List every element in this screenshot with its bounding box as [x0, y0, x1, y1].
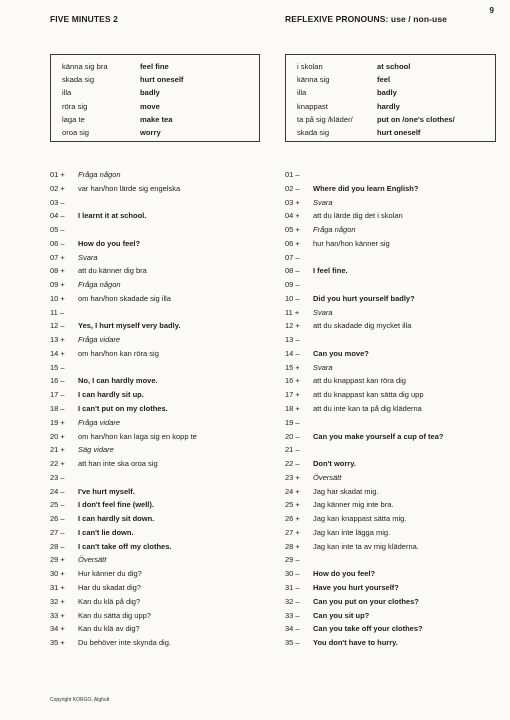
- line-number: 32 +: [50, 596, 65, 606]
- line-text: Svara: [313, 197, 333, 207]
- line-text: I've hurt myself.: [78, 486, 135, 496]
- dialogue-line: [50, 595, 265, 609]
- line-text: I can hardly sit up.: [78, 390, 144, 400]
- line-number: 04 +: [285, 211, 300, 221]
- vocab-swedish: illa: [297, 88, 307, 98]
- dialogue-line: [50, 306, 265, 320]
- line-text: Fråga vidare: [78, 335, 121, 345]
- line-number: 12 –: [50, 321, 65, 331]
- line-text: Jag har skadat mig.: [313, 486, 379, 496]
- dialogue-line: [285, 361, 500, 375]
- line-number: 16 +: [285, 376, 300, 386]
- line-text: om han/hon kan röra sig: [78, 348, 159, 358]
- line-number: 30 –: [285, 569, 300, 579]
- line-number: 13 +: [50, 335, 65, 345]
- vocab-english: hardly: [377, 101, 400, 111]
- vocab-row: [62, 113, 251, 126]
- line-number: 03 +: [285, 197, 300, 207]
- line-text: Kan du klä av dig?: [78, 624, 140, 634]
- dialogue-line: [285, 567, 500, 581]
- vocab-english: put on /one's clothes/: [377, 114, 455, 124]
- line-text: I can hardly sit down.: [78, 514, 155, 524]
- dialogue-line: [50, 374, 265, 388]
- line-text: Fråga någon: [78, 170, 121, 179]
- vocab-english: badly: [140, 88, 160, 98]
- vocab-english: worry: [140, 127, 161, 137]
- dialogue-line: [50, 581, 265, 595]
- copyright-notice: Copyright KORGO, Alghult: [50, 697, 110, 703]
- line-number: 20 +: [50, 431, 65, 441]
- dialogue-line: [285, 609, 500, 623]
- dialogue-line: [285, 388, 500, 402]
- line-number: 05 +: [285, 225, 300, 235]
- line-number: 31 +: [50, 582, 65, 592]
- line-number: 04 –: [50, 211, 65, 221]
- dialogue-line: [285, 540, 500, 554]
- line-number: 19 +: [50, 417, 65, 427]
- line-text: Can you take off your clothes?: [313, 624, 423, 634]
- line-number: 25 +: [285, 500, 300, 510]
- dialogue-line: [285, 319, 500, 333]
- line-number: 23 –: [50, 472, 65, 482]
- vocab-swedish: knappast: [297, 101, 328, 111]
- line-text: You don't have to hurry.: [313, 638, 398, 648]
- line-text: Jag kan inte lägga mig.: [313, 527, 391, 537]
- line-number: 10 –: [285, 293, 300, 303]
- dialogue-line: [285, 402, 500, 416]
- line-text: Have you hurt yourself?: [313, 582, 399, 592]
- vocab-english: badly: [377, 88, 397, 98]
- line-number: 14 –: [285, 348, 300, 358]
- vocab-swedish: illa: [62, 88, 72, 98]
- line-number: 28 +: [285, 541, 300, 551]
- dialogue-line: [50, 168, 265, 182]
- dialogue-line: [285, 374, 500, 388]
- vocab-english: feel fine: [140, 62, 169, 71]
- vocab-swedish: skada sig: [62, 75, 95, 85]
- line-number: 02 –: [285, 183, 300, 193]
- line-number: 06 +: [285, 238, 300, 248]
- dialogue-line: [285, 595, 500, 609]
- dialogue-line: [285, 498, 500, 512]
- line-number: 32 –: [285, 596, 300, 606]
- line-text: Can you put on your clothes?: [313, 596, 419, 606]
- line-number: 03 –: [50, 197, 65, 207]
- line-number: 19 –: [285, 417, 300, 427]
- dialogue-line: [50, 361, 265, 375]
- line-number: 35 +: [50, 638, 65, 648]
- line-text: Kan du sätta dig upp?: [78, 610, 151, 620]
- vocab-swedish: känna sig bra: [62, 62, 108, 71]
- line-number: 08 +: [50, 266, 65, 276]
- line-number: 17 –: [50, 390, 65, 400]
- dialogue-line: [50, 347, 265, 361]
- vocab-row: [297, 86, 487, 99]
- dialogue-line: [50, 333, 265, 347]
- dialogue-line: [50, 264, 265, 278]
- dialogue-line: [285, 512, 500, 526]
- vocab-swedish: röra sig: [62, 101, 88, 111]
- line-text: att du knappast kan röra dig: [313, 376, 406, 386]
- vocab-swedish: ta på sig /kläder/: [297, 114, 353, 124]
- dialogue-line: [50, 196, 265, 210]
- vocab-row: [62, 60, 251, 73]
- line-text: Svara: [313, 307, 333, 317]
- line-number: 01 +: [50, 170, 65, 179]
- line-text: att du knappast kan sätta dig upp: [313, 390, 424, 400]
- vocab-swedish: skada sig: [297, 127, 330, 137]
- line-number: 06 –: [50, 238, 65, 248]
- vocab-english: make tea: [140, 114, 173, 124]
- dialogue-line: [285, 553, 500, 567]
- dialogue-line: [285, 443, 500, 457]
- dialogue-line: [50, 471, 265, 485]
- line-number: 30 +: [50, 569, 65, 579]
- dialogue-line: [285, 581, 500, 595]
- dialogue-line: [50, 278, 265, 292]
- line-number: 10 +: [50, 293, 65, 303]
- vocabulary-box-left: [50, 54, 260, 142]
- dialogue-line: [285, 471, 500, 485]
- line-text: Jag känner mig inte bra.: [313, 500, 394, 510]
- dialogue-line: [285, 168, 500, 182]
- dialogue-line: [285, 182, 500, 196]
- line-text: I can't lie down.: [78, 527, 134, 537]
- line-number: 23 +: [285, 472, 300, 482]
- dialogue-line: [50, 209, 265, 223]
- line-number: 15 +: [285, 362, 300, 372]
- line-number: 11 –: [50, 307, 65, 317]
- line-text: Yes, I hurt myself very badly.: [78, 321, 181, 331]
- line-number: 17 +: [285, 390, 300, 400]
- line-number: 24 –: [50, 486, 65, 496]
- line-text: om han/hon kan laga sig en kopp te: [78, 431, 197, 441]
- page-number: 9: [489, 6, 494, 15]
- vocab-row: [62, 126, 251, 139]
- dialogue-line: [50, 319, 265, 333]
- vocab-row: [297, 126, 487, 139]
- line-text: var han/hon lärde sig engelska: [78, 183, 181, 193]
- line-text: I don't feel fine (well).: [78, 500, 154, 510]
- line-number: 02 +: [50, 183, 65, 193]
- dialogue-line: [50, 512, 265, 526]
- line-number: 09 +: [50, 280, 65, 290]
- line-number: 22 +: [50, 459, 65, 469]
- line-text: Where did you learn English?: [313, 183, 419, 193]
- line-text: Jag kan inte ta av mig kläderna.: [313, 541, 419, 551]
- line-text: Can you make yourself a cup of tea?: [313, 431, 444, 441]
- vocab-row: [297, 100, 487, 113]
- line-number: 26 +: [285, 514, 300, 524]
- line-text: Did you hurt yourself badly?: [313, 293, 415, 303]
- dialogue-line: [285, 196, 500, 210]
- line-text: I can't put on my clothes.: [78, 404, 168, 414]
- dialogue-line: [285, 526, 500, 540]
- line-text: Kan du klä på dig?: [78, 596, 141, 606]
- dialogue-line: [50, 182, 265, 196]
- line-text: Fråga någon: [313, 225, 356, 235]
- line-number: 31 –: [285, 582, 300, 592]
- line-text: No, I can hardly move.: [78, 376, 158, 386]
- line-text: Du behöver inte skynda dig.: [78, 638, 171, 648]
- line-number: 12 +: [285, 321, 300, 331]
- vocab-swedish: laga te: [62, 114, 85, 124]
- dialogue-line: [285, 636, 500, 650]
- line-number: 07 +: [50, 252, 65, 262]
- vocab-row: [62, 86, 251, 99]
- line-number: 11 +: [285, 307, 300, 317]
- dialogue-line: [50, 540, 265, 554]
- dialogue-line: [50, 223, 265, 237]
- dialogue-line: [50, 567, 265, 581]
- dialogue-line: [50, 402, 265, 416]
- vocab-swedish: i skolan: [297, 62, 323, 71]
- line-text: I can't take off my clothes.: [78, 541, 172, 551]
- line-text: How do you feel?: [313, 569, 376, 579]
- dialogue-column-right: [285, 168, 500, 650]
- vocab-english: feel: [377, 75, 391, 85]
- line-text: om han/hon skadade sig illa: [78, 293, 171, 303]
- vocab-swedish: oroa sig: [62, 127, 90, 137]
- line-number: 29 –: [285, 555, 300, 565]
- dialogue-line: [50, 636, 265, 650]
- vocab-row: [297, 73, 487, 86]
- line-number: 22 –: [285, 459, 300, 469]
- line-text: I feel fine.: [313, 266, 348, 276]
- vocab-row: [62, 73, 251, 86]
- dialogue-line: [285, 416, 500, 430]
- line-text: att du lärde dig det i skolan: [313, 211, 403, 221]
- dialogue-line: [50, 443, 265, 457]
- dialogue-line: [50, 457, 265, 471]
- line-number: 15 –: [50, 362, 65, 372]
- dialogue-line: [285, 209, 500, 223]
- line-number: 21 +: [50, 445, 65, 455]
- line-number: 18 +: [285, 404, 300, 414]
- dialogue-line: [285, 622, 500, 636]
- line-number: 33 +: [50, 610, 65, 620]
- line-number: 09 –: [285, 280, 300, 290]
- vocab-english: move: [140, 101, 160, 111]
- line-text: hur han/hon känner sig: [313, 238, 390, 248]
- line-number: 34 –: [285, 624, 300, 634]
- dialogue-line: [50, 237, 265, 251]
- dialogue-line: [285, 306, 500, 320]
- line-text: Säg vidare: [78, 445, 114, 455]
- right-title: REFLEXIVE PRONOUNS: use / non-use: [285, 14, 447, 24]
- line-text: Har du skadat dig?: [78, 582, 141, 592]
- vocab-english: hurt oneself: [377, 127, 421, 137]
- dialogue-line: [285, 457, 500, 471]
- line-text: att du skadade dig mycket illa: [313, 321, 412, 331]
- line-number: 29 +: [50, 555, 65, 565]
- vocab-row: [297, 113, 487, 126]
- line-text: I learnt it at school.: [78, 211, 147, 221]
- line-text: att du känner dig bra: [78, 266, 147, 276]
- line-text: att du inte kan ta på dig kläderna: [313, 404, 422, 414]
- line-number: 35 –: [285, 638, 300, 648]
- vocab-row: [297, 60, 487, 73]
- line-number: 07 –: [285, 252, 300, 262]
- dialogue-line: [285, 347, 500, 361]
- vocab-english: hurt oneself: [140, 75, 184, 85]
- line-number: 25 –: [50, 500, 65, 510]
- line-number: 16 –: [50, 376, 65, 386]
- line-number: 14 +: [50, 348, 65, 358]
- line-number: 27 +: [285, 527, 300, 537]
- dialogue-line: [285, 223, 500, 237]
- line-number: 21 –: [285, 445, 300, 455]
- line-text: Can you move?: [313, 348, 369, 358]
- line-number: 24 +: [285, 486, 300, 496]
- line-text: Fråga någon: [78, 280, 121, 290]
- dialogue-line: [50, 251, 265, 265]
- line-text: Översätt: [313, 472, 342, 482]
- vocab-row: [62, 100, 251, 113]
- dialogue-line: [50, 622, 265, 636]
- dialogue-line: [50, 609, 265, 623]
- dialogue-line: [285, 264, 500, 278]
- line-text: Översätt: [78, 555, 107, 565]
- line-text: Svara: [78, 252, 98, 262]
- vocabulary-box-right: [285, 54, 496, 142]
- dialogue-line: [285, 237, 500, 251]
- dialogue-line: [50, 498, 265, 512]
- line-text: Can you sit up?: [313, 610, 370, 620]
- line-number: 33 –: [285, 610, 300, 620]
- left-title: FIVE MINUTES 2: [50, 14, 118, 24]
- line-text: Fråga vidare: [78, 417, 121, 427]
- line-text: Don't worry.: [313, 459, 356, 469]
- dialogue-line: [50, 526, 265, 540]
- dialogue-line: [285, 485, 500, 499]
- line-text: Jag kan knappast sätta mig.: [313, 514, 407, 524]
- dialogue-line: [50, 485, 265, 499]
- dialogue-line: [50, 292, 265, 306]
- line-text: How do you feel?: [78, 238, 141, 248]
- dialogue-line: [50, 430, 265, 444]
- dialogue-column-left: [50, 168, 265, 650]
- vocab-english: at school: [377, 62, 411, 71]
- dialogue-line: [50, 416, 265, 430]
- dialogue-line: [285, 251, 500, 265]
- line-number: 26 –: [50, 514, 65, 524]
- dialogue-line: [285, 430, 500, 444]
- line-text: Hur känner du dig?: [78, 569, 142, 579]
- dialogue-line: [50, 388, 265, 402]
- dialogue-line: [285, 278, 500, 292]
- line-number: 28 –: [50, 541, 65, 551]
- line-number: 34 +: [50, 624, 65, 634]
- line-text: Svara: [313, 362, 333, 372]
- line-number: 05 –: [50, 225, 65, 235]
- line-number: 18 –: [50, 404, 65, 414]
- dialogue-line: [285, 292, 500, 306]
- line-number: 20 –: [285, 431, 300, 441]
- line-text: att han inte ska oroa sig: [78, 459, 158, 469]
- vocab-swedish: känna sig: [297, 75, 330, 85]
- dialogue-line: [50, 553, 265, 567]
- line-number: 13 –: [285, 335, 300, 345]
- dialogue-line: [285, 333, 500, 347]
- line-number: 08 –: [285, 266, 300, 276]
- line-number: 27 –: [50, 527, 65, 537]
- line-number: 01 –: [285, 170, 300, 179]
